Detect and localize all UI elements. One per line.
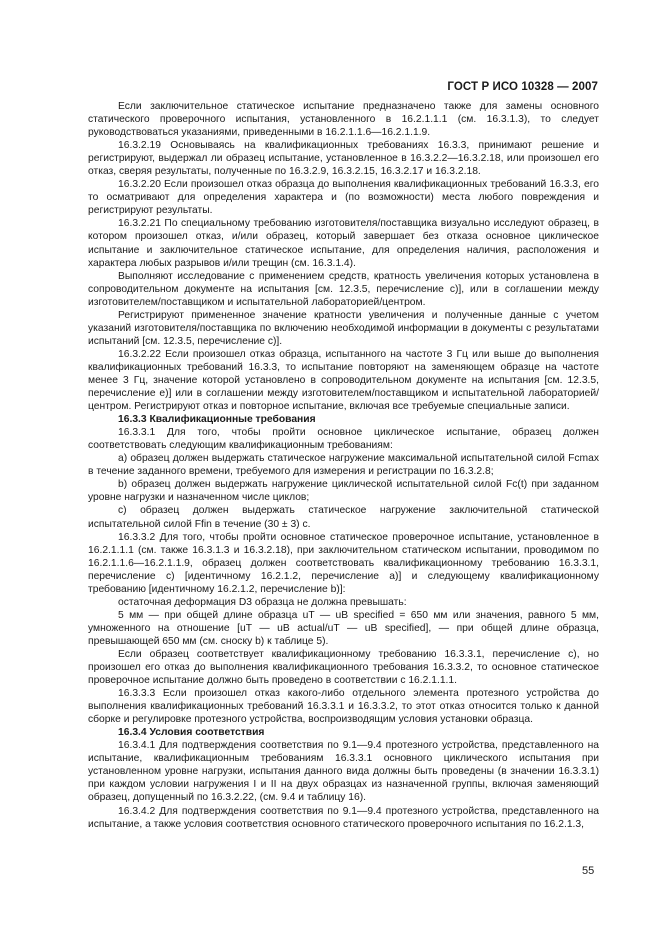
paragraph: Если образец соответствует квалификационному требованию 16.3.3.1, перечисление с), но произошел его отказ до выполнения квалификационного требования 16.3.3.2, то основное статическое проверочное испытание должно быть проведено в соответствии с 16.2.1.1.1. xyxy=(88,648,599,687)
paragraph: Регистрируют примененное значение кратности увеличения и полученные данные с учетом указаний изготовителя/поставщика по включению необходимой информации в документы с результатами испытаний [см. 12.3.5, перечисление с)]. xyxy=(88,309,599,347)
paragraph: 16.3.2.20 Если произошел отказ образца до выполнения квалификационных требований 16.3.3, его то осматривают для определения характера и (по возможности) места любого повреждения и регистрируют результаты. xyxy=(88,179,599,217)
paragraph: 16.3.4.2 Для подтверждения соответствия по 9.1—9.4 протезного устройства, представленного на испытание, а также условия соответствия основного статического проверочного испытания по 16.2.1.3, xyxy=(88,805,599,830)
document-body xyxy=(88,100,599,831)
paragraph: Если заключительное статическое испытание предназначено также для замены основного статического проверочного испытания, установленного в 16.2.1.1.1 (см. 16.3.1.3), то следует руководствоваться указаниями, приведенными в 16.2.1.1.6—16.2.1.1.9. xyxy=(88,101,599,139)
paragraph: 16.3.4.1 Для подтверждения соответствия по 9.1—9.4 протезного устройства, представленного на испытание, квалификационным требованиям 16.3.3.1 основного циклического испытания при установленном уровне нагрузки, испытания данного вида должны быть проведены (в значении 16.3.3.1) при каждом условии нагружения I и II на двух образцах из назначенной группы, включая заменяющий образец, допущенный по 16.3.2.22, (см. 9.4 и таблицу 16). xyxy=(88,740,599,804)
paragraph: остаточная деформация D3 образца не должна превышать: xyxy=(118,596,407,608)
paragraph: 5 мм — при общей длине образца uT — uB specified = 650 мм или значения, равного 5 мм, умноженного на отношение [uT — uB actual/uT — uB specified], — при общей длине образца, превышающей 650 мм (см. сноску b) к таблице 5). xyxy=(88,609,599,647)
list-item: а) образец должен выдержать статическое нагружение максимальной испытательной силой Fcmax в течение заданного времени, требуемого для измерения и регистрации по 16.3.2.8; xyxy=(88,453,599,478)
paragraph: 16.3.2.19 Основываясь на квалификационных требованиях 16.3.3, принимают решение и регистрируют, выдержал ли образец испытание, установленное в 16.3.2.2—16.3.2.18, или произошел его отказ, сверяя результаты, полученные по 16.3.2.9, 16.3.2.15, 16.3.2.17 и 16.3.2.18. xyxy=(88,140,599,178)
paragraph: 16.3.3.3 Если произошел отказ какого-либо отдельного элемента протезного устройства до выполнения квалификационных требований 16.3.3.1 и 16.3.3.2, то этот отказ относится только к данной сборке и регулировке протезного устройства, воспроизводящим условия установки образца. xyxy=(88,688,599,726)
section-heading: 16.3.4 Условия соответствия xyxy=(118,727,265,739)
paragraph: Выполняют исследование с применением средств, кратность увеличения которых установлена в сопроводительном документе на испытания [см. 12.3.5, перечисление с)], или в соглашении между изготовителем/поставщиком и испытательной лабораторией/центром. xyxy=(88,270,599,308)
page-number: 55 xyxy=(582,865,595,877)
list-item: b) образец должен выдержать нагружение циклической испытательной силой Fc(t) при заданном уровне нагрузки и назначенном числе циклов; xyxy=(88,479,599,504)
paragraph: 16.3.3.1 Для того, чтобы пройти основное циклическое испытание, образец должен соответствовать следующим квалификационным требованиям: xyxy=(88,427,599,452)
paragraph: 16.3.3.2 Для того, чтобы пройти основное статическое проверочное испытание, установленное в 16.2.1.1.1 (см. также 16.3.1.3 и 16.3.2.18), при заключительном статическом испытании, проводимом по 16.2.1.1.6—16.2.1.1.9, образец должен соответствовать квалификационному требованию 16.3.3.1, перечисление с) [идентичному 16.2.1.2, перечисление а)] и следующему квалификационному требованию [идентичному 16.2.1.2, перечисление b)]: xyxy=(88,531,599,595)
section-heading: 16.3.3 Квалификационные требования xyxy=(118,414,316,426)
document-header: ГОСТ Р ИСО 10328 — 2007 xyxy=(447,81,598,93)
paragraph: 16.3.2.22 Если произошел отказ образца, испытанного на частоте 3 Гц или выше до выполнения квалификационных требований 16.3.3, то испытание повторяют на заменяющем образце на частоте менее 3 Гц, значение которой установлено в сопроводительном документе на испытания [см. 12.3.5, перечисление е)] или в соглашении между изготовителем/поставщиком и испытательной лабораторией/центром. Регистрируют отказ и повторное испытание, включая все требуемые специальные записи. xyxy=(88,348,599,413)
paragraph: 16.3.2.21 По специальному требованию изготовителя/поставщика визуально исследуют образец, в котором произошел отказ, и/или образец, который завершает без отказа основное циклическое испытание и заключительное статическое испытание, для определения наличия, расположения и характера любых разрывов и/или трещин (см. 16.3.1.4). xyxy=(88,218,599,269)
list-item: с) образец должен выдержать статическое нагружение заключительной статической испытательной силой Ffin в течение (30 ± 3) с. xyxy=(88,505,599,530)
